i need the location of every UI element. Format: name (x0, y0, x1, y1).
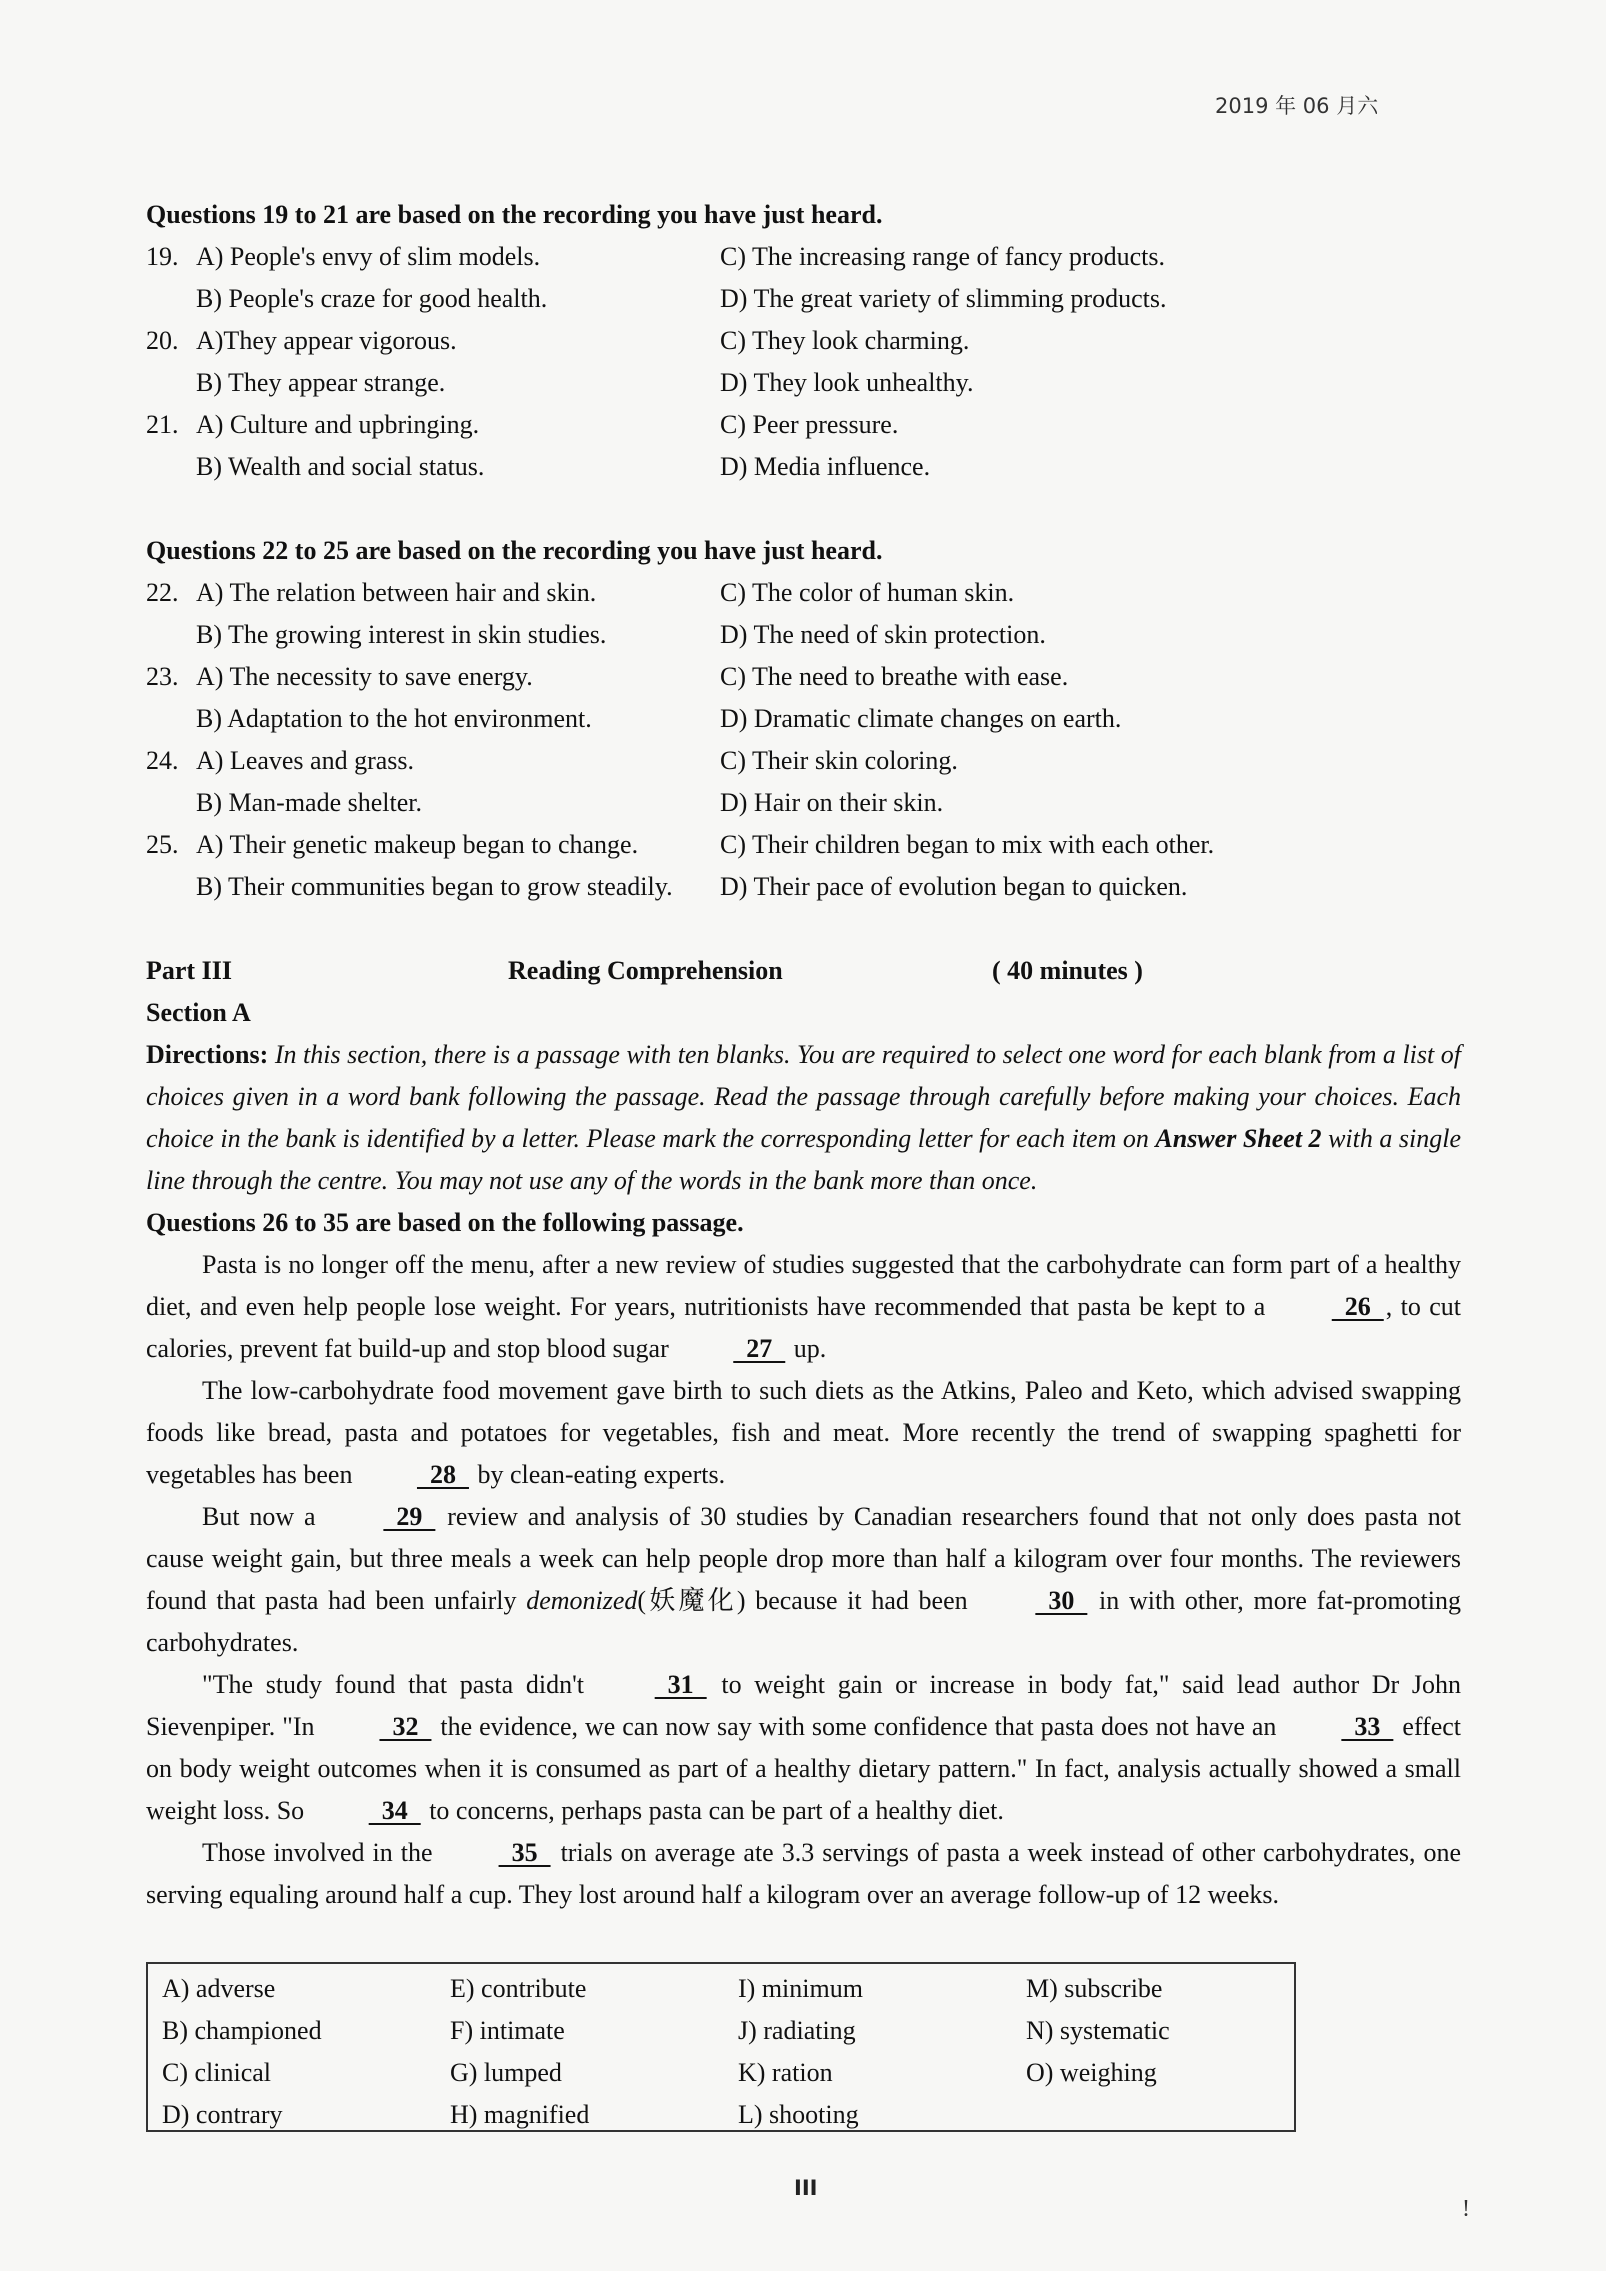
passage-text: trials on average ate 3.3 servings of pasta a week instead of other carbohydrates, one serving equaling around half a cup. They lost around half a kilogram over an average follow-up of 12 weeks. (146, 1838, 1462, 1909)
part-label: Part III (146, 956, 232, 985)
question-number: 21. (146, 410, 179, 439)
word-bank-item: D) contrary (162, 2100, 283, 2129)
exam-content (146, 194, 1461, 1916)
option-d: D) Hair on their skin. (720, 788, 944, 817)
passage-paragraph-4 (146, 1664, 1461, 1832)
option-a: A) The relation between hair and skin. (196, 578, 597, 607)
blank-27: 27 (733, 1334, 786, 1363)
word-bank-item: A) adverse (162, 1974, 276, 2003)
part-time: ( 40 minutes ) (992, 956, 1143, 985)
option-b: B) Adaptation to the hot environment. (196, 704, 592, 733)
option-c: C) The increasing range of fancy products. (720, 242, 1165, 271)
word-bank (146, 1962, 1296, 2132)
passage-text: in with other, more fat-promoting carbohydrates. (146, 1586, 1461, 1657)
passage-heading: Questions 26 to 35 are based on the following passage. (146, 1208, 744, 1237)
question-22-row-1 (146, 572, 1461, 614)
passage-text: But now a (202, 1502, 316, 1531)
blank-34: 34 (368, 1796, 421, 1825)
word-bank-item: K) ration (738, 2058, 833, 2087)
directions-answer-sheet: Answer Sheet 2 (1155, 1124, 1322, 1153)
passage-text: the evidence, we can now say with some confidence that pasta does not have an (440, 1712, 1277, 1741)
word-bank-item: I) minimum (738, 1974, 863, 2003)
question-24-row-2 (146, 782, 1461, 824)
passage-text: to concerns, perhaps pasta can be part of a healthy diet. (429, 1796, 1004, 1825)
option-a: A) Leaves and grass. (196, 746, 415, 775)
blank-33: 33 (1341, 1712, 1394, 1741)
passage-chinese-gloss: (妖魔化) (637, 1586, 746, 1615)
option-b: B) Man-made shelter. (196, 788, 422, 817)
option-c: C) The need to breathe with ease. (720, 662, 1069, 691)
option-c: C) Their children began to mix with each other. (720, 830, 1215, 859)
word-bank-item: C) clinical (162, 2058, 272, 2087)
question-number: 22. (146, 578, 179, 607)
option-b: B) People's craze for good health. (196, 284, 548, 313)
option-c: C) Peer pressure. (720, 410, 899, 439)
page-number: III (794, 2176, 818, 2200)
option-d: D) The great variety of slimming products. (720, 284, 1167, 313)
question-21-row-2 (146, 446, 1461, 488)
question-20-row-2 (146, 362, 1461, 404)
word-bank-item: H) magnified (450, 2100, 590, 2129)
word-bank-item: M) subscribe (1026, 1974, 1163, 2003)
word-bank-item: G) lumped (450, 2058, 562, 2087)
blank-30: 30 (1035, 1586, 1088, 1615)
passage-paragraph-1 (146, 1244, 1461, 1370)
directions-text-1: In this section, there is a passage with ten blanks. You are required to select one word for each blank from a list of choices given in a word bank following the passage. Read the passage through carefully before making your choices. Each choice in the bank is identified by a letter. Please mark the corresponding letter for each item on (146, 1040, 1461, 1153)
question-number: 19. (146, 242, 179, 271)
blank-29: 29 (383, 1502, 436, 1531)
question-number: 25. (146, 830, 179, 859)
word-bank-item: E) contribute (450, 1974, 587, 2003)
passage-text: to weight gain or increase in body fat," said lead author Dr John Sievenpiper. "In (146, 1670, 1462, 1741)
directions-label: Directions: (146, 1040, 269, 1069)
question-19-row-2 (146, 278, 1461, 320)
word-bank-item: B) championed (162, 2016, 322, 2045)
question-23-row-2 (146, 698, 1461, 740)
question-24-row-1 (146, 740, 1461, 782)
question-22-row-2 (146, 614, 1461, 656)
passage-paragraph-3 (146, 1496, 1461, 1664)
blank-35: 35 (498, 1838, 551, 1867)
directions-text-2: with a single line through the centre. You may not use any of the words in the bank more than once. (146, 1124, 1461, 1195)
option-d: D) Their pace of evolution began to quicken. (720, 872, 1188, 901)
option-a: A) The necessity to save energy. (196, 662, 533, 691)
option-b: B) The growing interest in skin studies. (196, 620, 607, 649)
question-number: 20. (146, 326, 179, 355)
option-d: D) The need of skin protection. (720, 620, 1046, 649)
question-23-row-1 (146, 656, 1461, 698)
word-bank-item: N) systematic (1026, 2016, 1170, 2045)
passage-text: because it had been (755, 1586, 968, 1615)
question-number: 23. (146, 662, 179, 691)
header-date: 2019 年 06 月六 (1215, 94, 1379, 118)
blank-32: 32 (379, 1712, 432, 1741)
passage-text: by clean-eating experts. (477, 1460, 726, 1489)
passage-text: effect on body weight outcomes when it is consumed as part of a healthy dietary pattern." In fact, analysis actually showed a small weight loss. So (146, 1712, 1462, 1825)
question-19-row-1 (146, 236, 1461, 278)
word-bank-item: F) intimate (450, 2016, 565, 2045)
blank-26: 26 (1331, 1292, 1384, 1321)
option-a: A)They appear vigorous. (196, 326, 457, 355)
section-label: Section A (146, 998, 251, 1027)
option-a: A) People's envy of slim models. (196, 242, 541, 271)
footer-mark: ! (1462, 2196, 1470, 2222)
option-d: D) Dramatic climate changes on earth. (720, 704, 1122, 733)
blank-31: 31 (654, 1670, 707, 1699)
question-20-row-1 (146, 320, 1461, 362)
section-heading-19-21: Questions 19 to 21 are based on the recording you have just heard. (146, 200, 883, 229)
blank-28: 28 (416, 1460, 469, 1489)
question-21-row-1 (146, 404, 1461, 446)
passage-paragraph-2 (146, 1370, 1461, 1496)
word-bank-item: J) radiating (738, 2016, 856, 2045)
option-c: C) They look charming. (720, 326, 970, 355)
passage-text: "The study found that pasta didn't (202, 1670, 584, 1699)
passage-text: review and analysis of 30 studies by Canadian researchers found that not only does pasta not cause weight gain, but three meals a week can help people drop more than half a kilogram over four months. The reviewers found that pasta had been unfairly (146, 1502, 1462, 1615)
passage-italic-word: demonized (526, 1586, 638, 1615)
question-number: 24. (146, 746, 179, 775)
option-a: A) Culture and upbringing. (196, 410, 480, 439)
section-heading-22-25: Questions 22 to 25 are based on the recording you have just heard. (146, 536, 883, 565)
passage-text: , to cut calories, prevent fat build-up and stop blood sugar (146, 1292, 1462, 1363)
passage-text: The low-carbohydrate food movement gave birth to such diets as the Atkins, Paleo and Keto, which advised swapping foods like bread, pasta and potatoes for vegetables, fish and meat. More recently the trend of swapping spaghetti for vegetables has been (146, 1376, 1461, 1489)
word-bank-item: L) shooting (738, 2100, 859, 2129)
passage-text: up. (793, 1334, 827, 1363)
option-c: C) Their skin coloring. (720, 746, 958, 775)
passage-text: Pasta is no longer off the menu, after a new review of studies suggested that the carbohydrate can form part of a healthy diet, and even help people lose weight. For years, nutritionists have recommended that pasta be kept to a (146, 1250, 1461, 1321)
question-25-row-2 (146, 866, 1461, 908)
option-a: A) Their genetic makeup began to change. (196, 830, 639, 859)
directions (146, 1034, 1461, 1202)
word-bank-item: O) weighing (1026, 2058, 1157, 2087)
question-25-row-1 (146, 824, 1461, 866)
part-title: Reading Comprehension (508, 956, 783, 985)
option-c: C) The color of human skin. (720, 578, 1015, 607)
option-d: D) Media influence. (720, 452, 931, 481)
passage-text: Those involved in the (202, 1838, 433, 1867)
option-d: D) They look unhealthy. (720, 368, 974, 397)
option-b: B) Wealth and social status. (196, 452, 485, 481)
part-header (146, 950, 1461, 992)
option-b: B) Their communities began to grow steadily. (196, 872, 673, 901)
passage-paragraph-5 (146, 1832, 1461, 1916)
option-b: B) They appear strange. (196, 368, 446, 397)
